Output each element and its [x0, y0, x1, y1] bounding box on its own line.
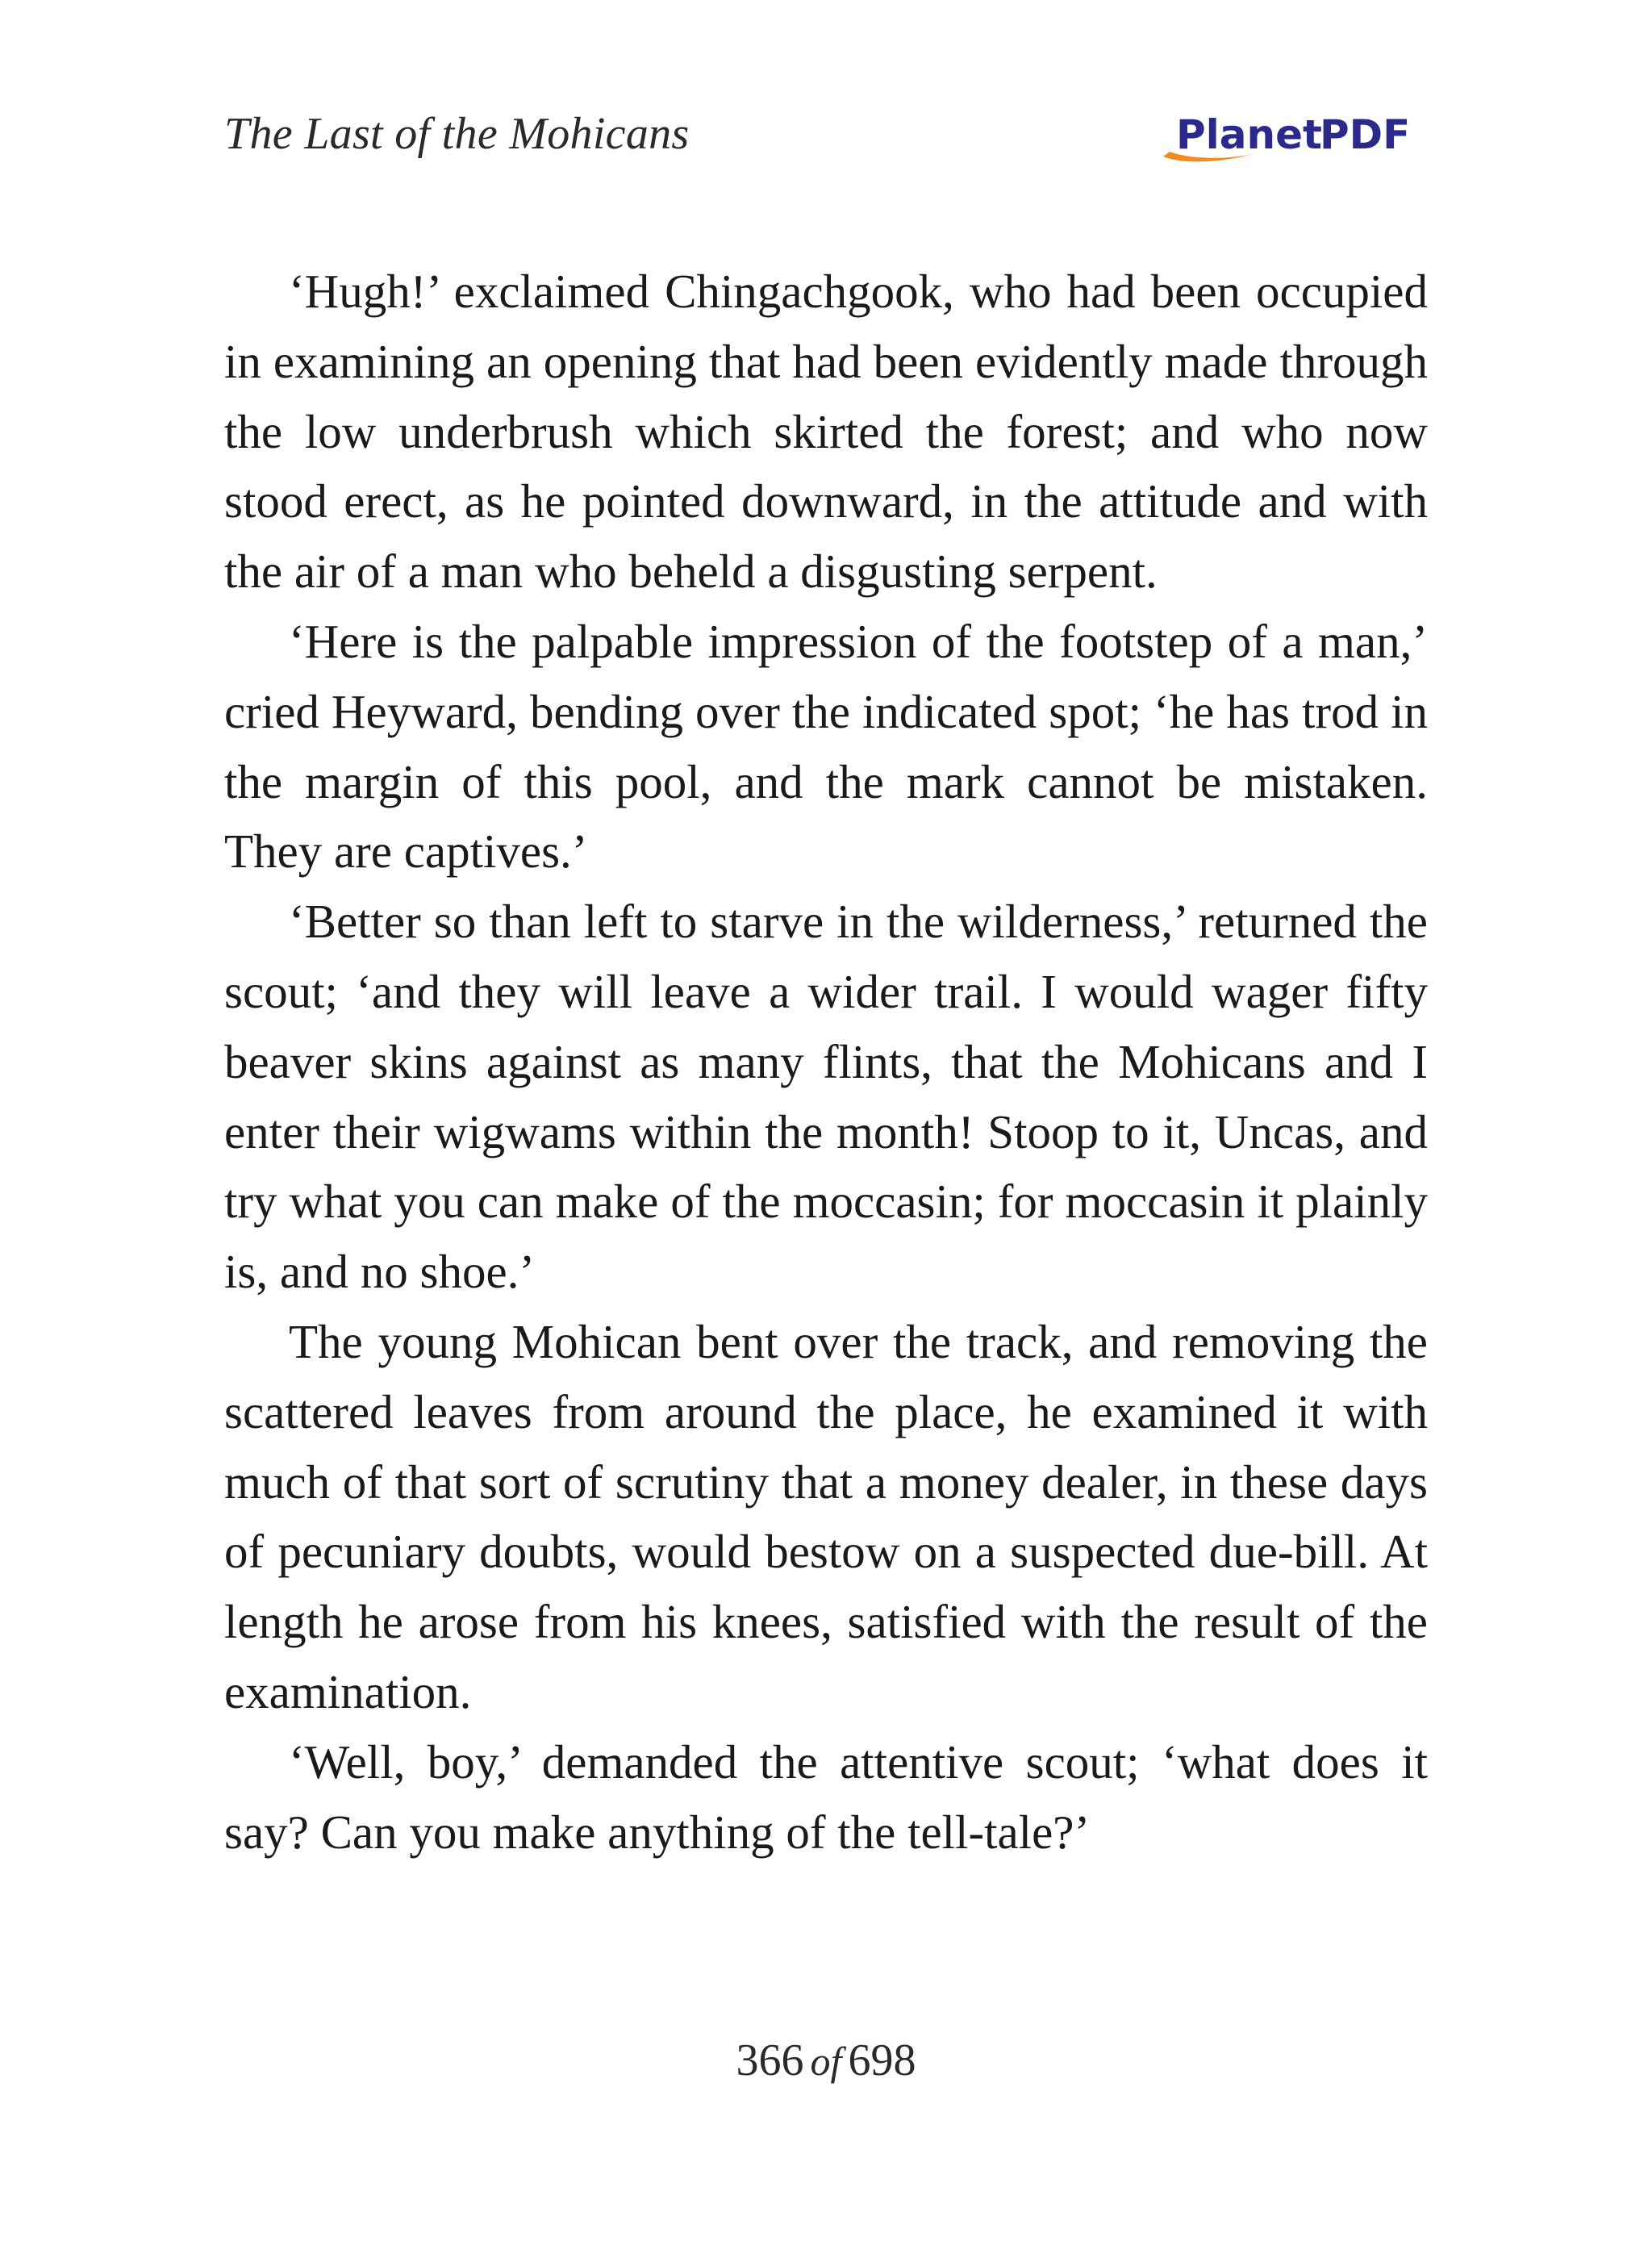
- page-body: [224, 257, 1428, 1867]
- logo-pdf-text: PDF: [1320, 111, 1411, 158]
- paragraph: The young Mohican bent over the track, and removing the scattered leaves from around the place, he examined it with much of that sort of scrutiny that a money dealer, in these days of pecuniary doubts, would bestow on a suspected due-bill. At length he arose from his knees, satisfied with the result of the examination.: [224, 1314, 1428, 1718]
- page-number: [0, 2030, 1652, 2092]
- total-pages: 698: [848, 2035, 916, 2085]
- paragraph: ‘Hugh!’ exclaimed Chingachgook, who had been occupied in examining an opening that had been evidently made through the low underbrush which skirted the forest; and who now stood erect, as he pointed downward, in the attitude and with the air of a man who beheld a disgusting serpent.: [224, 265, 1428, 599]
- planet-pdf-logo: [1158, 106, 1425, 169]
- current-page: 366: [736, 2035, 804, 2085]
- paragraph: ‘Well, boy,’ demanded the attentive scout; ‘what does it say? Can you make anything of the tell-tale?’: [224, 1734, 1428, 1859]
- book-title: The Last of the Mohicans: [224, 109, 690, 159]
- page-separator: of: [810, 2039, 842, 2084]
- paragraph: ‘Better so than left to starve in the wilderness,’ returned the scout; ‘and they will leave a wider trail. I would wager fifty beaver skins against as many flints, that the Mohicans and I enter their wigwams within the month! Stoop to it, Uncas, and try what you can make of the moccasin; for moccasin it plainly is, and no shoe.’: [224, 895, 1428, 1299]
- logo-planet-text: Planet: [1176, 111, 1322, 158]
- paragraph: ‘Here is the palpable impression of the footstep of a man,’ cried Heyward, bending over the indicated spot; ‘he has trod in the margin of this pool, and the mark cannot be mistaken. They are captives.’: [224, 614, 1428, 879]
